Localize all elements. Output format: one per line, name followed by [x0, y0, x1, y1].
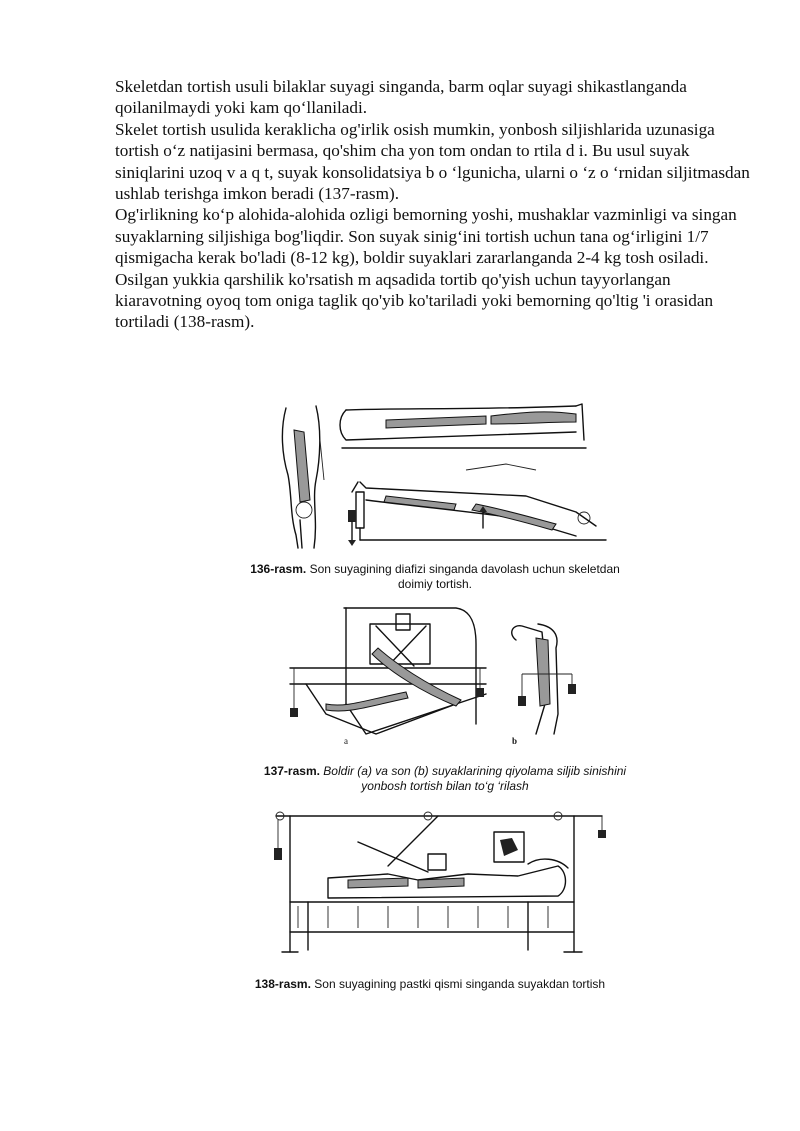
paragraph-1: Skeletdan tortish usuli bilaklar suyagi singanda, barm oqlar suyagi shikastlanganda qoilanilmaydi yoki kam qo‘llaniladi.	[115, 77, 687, 118]
figure-136-caption	[200, 562, 670, 592]
figure-137-caption-line2: yonbosh tortish bilan to‘g ‘rilash	[361, 779, 529, 793]
figure-136-illustration	[276, 400, 616, 550]
figure-137-caption-line1: Boldir (a) va son (b) suyaklarining qiyolama siljib sinishini	[323, 764, 627, 778]
body-text	[115, 76, 755, 333]
paragraph-3: Og'irlikning ko‘p alohida-alohida ozligi bemorning yoshi, mushaklar vazminligi va singan suyaklarning siljishiga bog'liqdir. Son suyak sinig‘ini tortish uchun tana og‘irligini 1/7 qismigacha kerak bo'ladi (8-12 kg), boldir suyaklari zararlanganda 2-4 kg tosh osiladi. Osilgan yukkia qarshilik ko'rsatish m aqsadida tortib qo'yish uchun tayyorlangan kiaravotning oyoq tom oniga taglik qo'yib ko'tariladi yoki bemorning qo'ltig 'i orasidan tortiladi (138-rasm).	[115, 205, 737, 332]
figure-138-illustration	[268, 802, 638, 962]
figure-138-caption	[200, 977, 660, 992]
figure-138-caption-line1: Son suyagining pastki qismi singanda suyakdan tortish	[314, 977, 606, 991]
figure-137-caption	[200, 764, 690, 794]
figure-138-label: 138-rasm.	[254, 977, 311, 991]
figure-137-illustration	[286, 604, 586, 749]
figure-136-caption-line1: Son suyagining diafizi singanda davolash uchun skeletdan	[309, 562, 620, 576]
figure-136-label: 136-rasm.	[250, 562, 307, 576]
figure-137-label: 137-rasm.	[263, 764, 320, 778]
paragraph-2: Skelet tortish usulida keraklicha og'irlik osish mumkin, yonbosh siljishlarida uzunasiga tortish o‘z natijasini bermasa, qo'shim cha yon tom ondan to rtila d i. Bu usul suyak siniqlarini uzoq v a q t, suyak konsolidatsiya b o ‘lgunicha, ularni o ‘z o ‘rnidan siljitmasdan ushlab terishga imkon beradi (137-rasm).	[115, 119, 750, 204]
figure-137-label-b: b	[512, 736, 518, 746]
figure-136-caption-line2: doimiy tortish.	[397, 577, 473, 591]
figure-137-label-a: a	[344, 736, 348, 746]
